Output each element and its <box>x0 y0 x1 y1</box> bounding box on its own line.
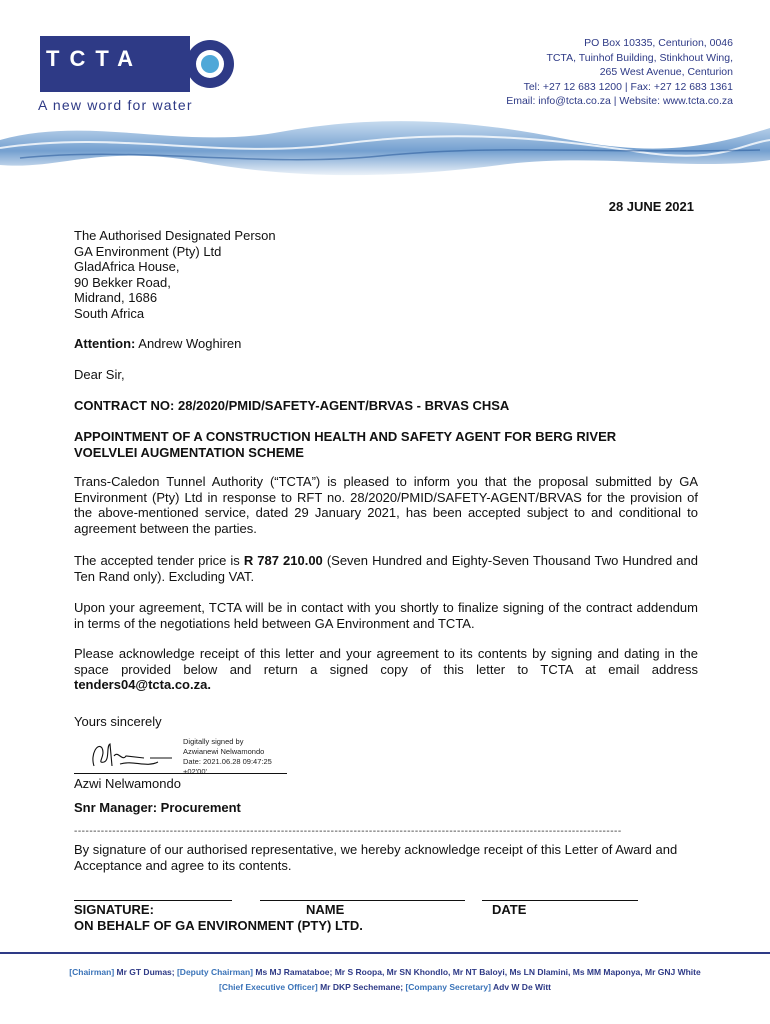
footer-rule <box>0 952 770 954</box>
recipient-line: The Authorised Designated Person <box>74 228 276 243</box>
signatory-title: Snr Manager: Procurement <box>74 800 241 815</box>
separator: ----------------------------------------------------------------------------------------------------------------------------------------------- <box>74 826 622 837</box>
digital-signature-line: +02'00' <box>183 767 207 776</box>
letter-date: 28 JUNE 2021 <box>608 199 694 214</box>
email-address: tenders04@tcta.co.za. <box>74 677 211 693</box>
acknowledge-text: Please acknowledge receipt of this letter and your agreement to its contents by signing and dating in the space provided below and return a signed copy of this letter to TCTA at email address <box>74 646 698 677</box>
role-label: [Deputy Chairman] <box>176 967 254 977</box>
address-line: Tel: +27 12 683 1200 | Fax: +27 12 683 1361 <box>523 80 733 93</box>
address-line: Email: info@tcta.co.za | Website: www.tcta.co.za <box>506 95 733 108</box>
member-names: Mr GT Dumas; <box>114 967 177 977</box>
digital-signature-line: Digitally signed by <box>183 737 244 746</box>
handwritten-signature <box>84 736 180 772</box>
price-prefix: The accepted tender price is <box>74 553 244 568</box>
date-field-line <box>482 900 638 901</box>
paragraph-acknowledge <box>74 646 698 693</box>
paragraph-agreement: Upon your agreement, TCTA will be in contact with you shortly to finalize signing of the contract addendum in terms of the negotiations held between GA Environment and TCTA. <box>74 600 698 631</box>
footer-line <box>0 980 770 995</box>
address-line: PO Box 10335, Centurion, 0046 <box>584 37 733 49</box>
attention-line <box>74 336 698 352</box>
water-drop-icon <box>184 36 236 92</box>
date-label: DATE <box>492 902 527 917</box>
subject-heading: APPOINTMENT OF A CONSTRUCTION HEALTH AND SAFETY AGENT FOR BERG RIVER VOELVLEI AUGMENTATION SCHEME <box>74 429 617 460</box>
member-names: Mr DKP Sechemane; <box>317 982 406 992</box>
recipient-line: 90 Bekker Road, <box>74 274 171 290</box>
address-line: 265 West Avenue, Centurion <box>599 66 733 79</box>
digital-signature-line: Date: 2021.06.28 09:47:25 <box>183 757 272 766</box>
water-wave-banner <box>0 110 770 185</box>
board-members-footer <box>0 965 770 995</box>
price-amount: R 787 210.00 <box>243 553 323 568</box>
role-label: [Company Secretary] <box>405 982 491 992</box>
company-address <box>433 36 733 109</box>
signature-field-line <box>74 900 232 901</box>
name-field-line <box>260 900 465 901</box>
on-behalf-line: ON BEHALF OF GA ENVIRONMENT (PTY) LTD. <box>74 918 363 933</box>
digital-signature-line: Azwianewi Nelwamondo <box>183 747 265 756</box>
contract-number: CONTRACT NO: 28/2020/PMID/SAFETY-AGENT/BRVAS - BRVAS CHSA <box>74 398 510 413</box>
member-names: Ms MJ Ramataboe; Mr S Roopa, Mr SN Khondlo, Mr NT Baloyi, Ms LN Dlamini, Ms MM Maponya, Mr GNJ White <box>253 967 701 977</box>
signature-label: SIGNATURE: <box>74 902 154 917</box>
signature-line <box>74 773 287 774</box>
attention-label: Attention: <box>74 336 136 351</box>
paragraph-price <box>74 553 698 584</box>
member-names: Adv W De Witt <box>490 982 552 992</box>
tagline: A new word for water <box>38 97 193 113</box>
closing: Yours sincerely <box>74 714 162 729</box>
signatory-name: Azwi Nelwamondo <box>74 776 181 791</box>
logo-wordmark: TCTA <box>46 46 144 71</box>
salutation: Dear Sir, <box>74 367 125 382</box>
digital-signature-stamp <box>183 737 293 777</box>
price-suffix: (Seven Hundred and Eighty-Seven Thousand Two Hundred and Ten Rand only). Excluding VAT. <box>74 553 698 584</box>
role-label: [Chief Executive Officer] <box>218 982 318 992</box>
recipient-line: GA Environment (Pty) Ltd <box>74 243 222 259</box>
footer-line <box>0 965 770 980</box>
attention-name: Andrew Woghiren <box>135 336 242 351</box>
paragraph-award: Trans-Caledon Tunnel Authority (“TCTA”) is pleased to inform you that the proposal submitted by GA Environment (Pty) Ltd in response to RFT no. 28/2020/PMID/SAFETY-AGENT/BRVAS for the provision of the above-mentioned service, dated 29 January 2021, has been accepted subject to and conditional to agreement between the parties. <box>74 474 698 536</box>
recipient-line: South Africa <box>74 305 145 321</box>
recipient-line: Midrand, 1686 <box>74 290 158 306</box>
acknowledgement-text: By signature of our authorised representative, we hereby acknowledge receipt of this Letter of Award and Acceptance and agree to its contents. <box>74 842 678 873</box>
recipient-line: GladAfrica House, <box>74 259 180 275</box>
role-label: [Chairman] <box>69 967 115 977</box>
address-line: TCTA, Tuinhof Building, Stinkhout Wing, <box>546 51 733 64</box>
name-label: NAME <box>306 902 345 917</box>
recipient-address <box>74 228 698 322</box>
